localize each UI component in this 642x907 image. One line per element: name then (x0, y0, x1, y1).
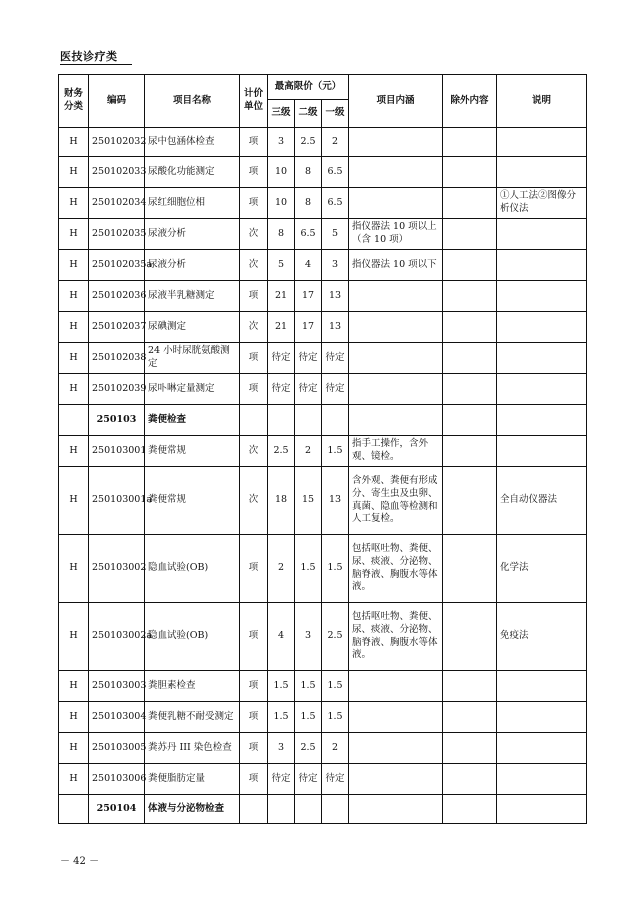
header-category: 财务分类 (59, 75, 89, 128)
cell-price-level2 (295, 795, 322, 824)
cell-content (349, 764, 443, 795)
cell-price-level1: 待定 (322, 343, 349, 374)
cell-price-level2: 3 (295, 603, 322, 671)
table-row (59, 733, 587, 764)
cell-price-level1: 6.5 (322, 157, 349, 188)
cell-price-level3: 21 (268, 281, 295, 312)
cell-exclusion (443, 250, 497, 281)
cell-note: 化学法 (497, 535, 587, 603)
cell-content (349, 671, 443, 702)
cell-exclusion (443, 733, 497, 764)
cell-exclusion (443, 671, 497, 702)
cell-note (497, 219, 587, 250)
cell-name: 尿红细胞位相 (145, 188, 240, 219)
cell-section-name: 体液与分泌物检查 (145, 795, 240, 824)
cell-code: 250103004 (89, 702, 145, 733)
section-title-text: 医技诊疗类 (60, 48, 132, 65)
cell-name: 尿碘测定 (145, 312, 240, 343)
cell-category: H (59, 733, 89, 764)
cell-price-level1: 待定 (322, 374, 349, 405)
cell-note: 免疫法 (497, 603, 587, 671)
cell-unit: 项 (240, 671, 268, 702)
cell-code: 250102038 (89, 343, 145, 374)
cell-price-level1 (322, 795, 349, 824)
cell-content (349, 733, 443, 764)
cell-note: 全自动仪器法 (497, 467, 587, 535)
cell-section-name: 粪便检查 (145, 405, 240, 436)
page-number: － 42 － (60, 856, 100, 867)
cell-code: 250103003 (89, 671, 145, 702)
header-level1: 一级 (322, 100, 349, 128)
cell-category: H (59, 764, 89, 795)
cell-price-level2: 15 (295, 467, 322, 535)
cell-name: 尿中包涵体检查 (145, 128, 240, 157)
cell-name: 粪便乳糖不耐受测定 (145, 702, 240, 733)
cell-note (497, 795, 587, 824)
table-row (59, 374, 587, 405)
cell-category: H (59, 467, 89, 535)
cell-category: H (59, 343, 89, 374)
cell-unit: 项 (240, 188, 268, 219)
cell-unit: 项 (240, 535, 268, 603)
cell-unit: 项 (240, 128, 268, 157)
cell-exclusion (443, 405, 497, 436)
cell-price-level1: 2 (322, 733, 349, 764)
cell-price-level1: 1.5 (322, 436, 349, 467)
table-row (59, 343, 587, 374)
cell-price-level1 (322, 405, 349, 436)
cell-price-level3: 4 (268, 603, 295, 671)
cell-price-level3: 1.5 (268, 702, 295, 733)
cell-name: 24 小时尿胱氨酸测定 (145, 343, 240, 374)
cell-price-level1: 待定 (322, 764, 349, 795)
cell-code: 250103006 (89, 764, 145, 795)
cell-content (349, 795, 443, 824)
cell-content: 包括呕吐物、粪便、尿、痰液、分泌物、脑脊液、胸腹水等体液。 (349, 603, 443, 671)
cell-price-level2: 8 (295, 157, 322, 188)
cell-unit: 次 (240, 250, 268, 281)
cell-name: 粪苏丹 III 染色检查 (145, 733, 240, 764)
section-title (60, 48, 132, 65)
cell-exclusion (443, 188, 497, 219)
cell-content: 指手工操作，含外观、镜检。 (349, 436, 443, 467)
cell-category: H (59, 374, 89, 405)
cell-price-level3: 2 (268, 535, 295, 603)
cell-note (497, 250, 587, 281)
cell-note: ①人工法②图像分析仪法 (497, 188, 587, 219)
cell-code: 250102034 (89, 188, 145, 219)
cell-price-level1: 1.5 (322, 702, 349, 733)
cell-content (349, 312, 443, 343)
cell-price-level1: 2 (322, 128, 349, 157)
header-note: 说明 (497, 75, 587, 128)
cell-price-level1: 13 (322, 467, 349, 535)
cell-name: 隐血试验(OB) (145, 535, 240, 603)
cell-unit: 次 (240, 219, 268, 250)
cell-price-level2: 1.5 (295, 535, 322, 603)
cell-name: 粪便脂肪定量 (145, 764, 240, 795)
cell-price-level1: 13 (322, 312, 349, 343)
cell-unit: 项 (240, 702, 268, 733)
cell-name: 隐血试验(OB) (145, 603, 240, 671)
cell-price-level2: 2.5 (295, 128, 322, 157)
cell-price-level2: 1.5 (295, 671, 322, 702)
cell-price-level1: 5 (322, 219, 349, 250)
cell-price-level2: 待定 (295, 374, 322, 405)
cell-exclusion (443, 128, 497, 157)
price-table (58, 74, 587, 824)
cell-code: 250102037 (89, 312, 145, 343)
cell-price-level3: 3 (268, 733, 295, 764)
cell-exclusion (443, 603, 497, 671)
cell-category: H (59, 157, 89, 188)
cell-content (349, 702, 443, 733)
cell-price-level3: 待定 (268, 374, 295, 405)
cell-content (349, 405, 443, 436)
table-row (59, 702, 587, 733)
table-row (59, 535, 587, 603)
cell-category: H (59, 702, 89, 733)
cell-note (497, 764, 587, 795)
cell-exclusion (443, 764, 497, 795)
cell-price-level3: 1.5 (268, 671, 295, 702)
table-body (59, 128, 587, 824)
cell-section-code: 250104 (89, 795, 145, 824)
cell-note (497, 436, 587, 467)
cell-note (497, 157, 587, 188)
cell-note (497, 343, 587, 374)
cell-exclusion (443, 702, 497, 733)
cell-content (349, 188, 443, 219)
cell-code: 250102035a (89, 250, 145, 281)
header-content: 项目内涵 (349, 75, 443, 128)
cell-content (349, 157, 443, 188)
cell-note (497, 702, 587, 733)
cell-price-level1: 2.5 (322, 603, 349, 671)
cell-code: 250102033 (89, 157, 145, 188)
cell-category: H (59, 436, 89, 467)
cell-code: 250102032 (89, 128, 145, 157)
cell-note (497, 312, 587, 343)
cell-name: 粪胆素检查 (145, 671, 240, 702)
cell-price-level2: 2 (295, 436, 322, 467)
table-row (59, 188, 587, 219)
cell-price-level1: 13 (322, 281, 349, 312)
cell-code: 250102039 (89, 374, 145, 405)
header-exclusion: 除外内容 (443, 75, 497, 128)
cell-note (497, 281, 587, 312)
table-row (59, 671, 587, 702)
cell-name: 尿液半乳糖测定 (145, 281, 240, 312)
cell-price-level3: 21 (268, 312, 295, 343)
table-row (59, 128, 587, 157)
cell-code: 250103005 (89, 733, 145, 764)
cell-category: H (59, 535, 89, 603)
cell-exclusion (443, 343, 497, 374)
cell-code: 250103002a (89, 603, 145, 671)
header-code: 编码 (89, 75, 145, 128)
cell-price-level3: 待定 (268, 343, 295, 374)
table-row (59, 603, 587, 671)
cell-category: H (59, 603, 89, 671)
cell-price-level1: 1.5 (322, 535, 349, 603)
cell-exclusion (443, 157, 497, 188)
table-row (59, 250, 587, 281)
cell-category: H (59, 671, 89, 702)
cell-category: H (59, 128, 89, 157)
table-section-row (59, 795, 587, 824)
cell-unit: 次 (240, 467, 268, 535)
cell-exclusion (443, 219, 497, 250)
cell-note (497, 405, 587, 436)
cell-price-level3: 18 (268, 467, 295, 535)
cell-price-level3: 8 (268, 219, 295, 250)
cell-unit: 次 (240, 312, 268, 343)
cell-exclusion (443, 795, 497, 824)
cell-category (59, 405, 89, 436)
cell-category: H (59, 312, 89, 343)
cell-unit: 项 (240, 733, 268, 764)
cell-content (349, 374, 443, 405)
cell-name: 尿酸化功能测定 (145, 157, 240, 188)
cell-unit: 项 (240, 374, 268, 405)
cell-unit: 项 (240, 343, 268, 374)
cell-code: 250103001a (89, 467, 145, 535)
cell-exclusion (443, 374, 497, 405)
cell-exclusion (443, 467, 497, 535)
cell-price-level3 (268, 795, 295, 824)
cell-price-level2: 17 (295, 281, 322, 312)
cell-content: 指仪器法 10 项以下 (349, 250, 443, 281)
cell-category: H (59, 250, 89, 281)
cell-content: 指仪器法 10 项以上（含 10 项） (349, 219, 443, 250)
cell-name: 尿卟啉定量测定 (145, 374, 240, 405)
cell-price-level3: 10 (268, 188, 295, 219)
header-level3: 三级 (268, 100, 295, 128)
cell-content (349, 343, 443, 374)
cell-exclusion (443, 535, 497, 603)
cell-price-level2: 2.5 (295, 733, 322, 764)
cell-price-level1: 1.5 (322, 671, 349, 702)
cell-content (349, 281, 443, 312)
cell-category: H (59, 219, 89, 250)
cell-unit (240, 795, 268, 824)
cell-code: 250103001 (89, 436, 145, 467)
cell-price-level2: 待定 (295, 343, 322, 374)
cell-content: 包括呕吐物、粪便、尿、痰液、分泌物、脑脊液、胸腹水等体液。 (349, 535, 443, 603)
cell-exclusion (443, 436, 497, 467)
cell-code: 250102035 (89, 219, 145, 250)
cell-category: H (59, 281, 89, 312)
header-level2: 二级 (295, 100, 322, 128)
cell-exclusion (443, 281, 497, 312)
cell-price-level2: 17 (295, 312, 322, 343)
table-row (59, 467, 587, 535)
cell-note (497, 733, 587, 764)
cell-name: 尿液分析 (145, 219, 240, 250)
cell-price-level3: 10 (268, 157, 295, 188)
cell-category: H (59, 188, 89, 219)
cell-unit: 项 (240, 764, 268, 795)
header-unit: 计价单位 (240, 75, 268, 128)
cell-content (349, 128, 443, 157)
table-row (59, 281, 587, 312)
cell-price-level1: 6.5 (322, 188, 349, 219)
cell-price-level3 (268, 405, 295, 436)
cell-exclusion (443, 312, 497, 343)
cell-price-level1: 3 (322, 250, 349, 281)
header-max-price: 最高限价（元） (268, 75, 349, 100)
cell-price-level2: 1.5 (295, 702, 322, 733)
cell-price-level2: 4 (295, 250, 322, 281)
cell-price-level3: 2.5 (268, 436, 295, 467)
cell-unit: 次 (240, 436, 268, 467)
table-section-row (59, 405, 587, 436)
cell-code: 250103002 (89, 535, 145, 603)
cell-name: 粪便常规 (145, 436, 240, 467)
table-row (59, 219, 587, 250)
cell-section-code: 250103 (89, 405, 145, 436)
cell-unit (240, 405, 268, 436)
cell-name: 尿液分析 (145, 250, 240, 281)
header-name: 项目名称 (145, 75, 240, 128)
table-row (59, 157, 587, 188)
table-row (59, 764, 587, 795)
cell-note (497, 671, 587, 702)
cell-price-level3: 5 (268, 250, 295, 281)
cell-category (59, 795, 89, 824)
table-row (59, 436, 587, 467)
cell-unit: 项 (240, 157, 268, 188)
cell-unit: 项 (240, 603, 268, 671)
cell-note (497, 128, 587, 157)
cell-content: 含外观、粪便有形成分、寄生虫及虫卵、真菌、隐血等检测和人工复检。 (349, 467, 443, 535)
cell-price-level2: 待定 (295, 764, 322, 795)
cell-price-level3: 待定 (268, 764, 295, 795)
cell-note (497, 374, 587, 405)
cell-price-level2: 8 (295, 188, 322, 219)
cell-price-level2 (295, 405, 322, 436)
cell-unit: 项 (240, 281, 268, 312)
table-row (59, 312, 587, 343)
cell-price-level3: 3 (268, 128, 295, 157)
cell-name: 粪便常规 (145, 467, 240, 535)
cell-code: 250102036 (89, 281, 145, 312)
cell-price-level2: 6.5 (295, 219, 322, 250)
